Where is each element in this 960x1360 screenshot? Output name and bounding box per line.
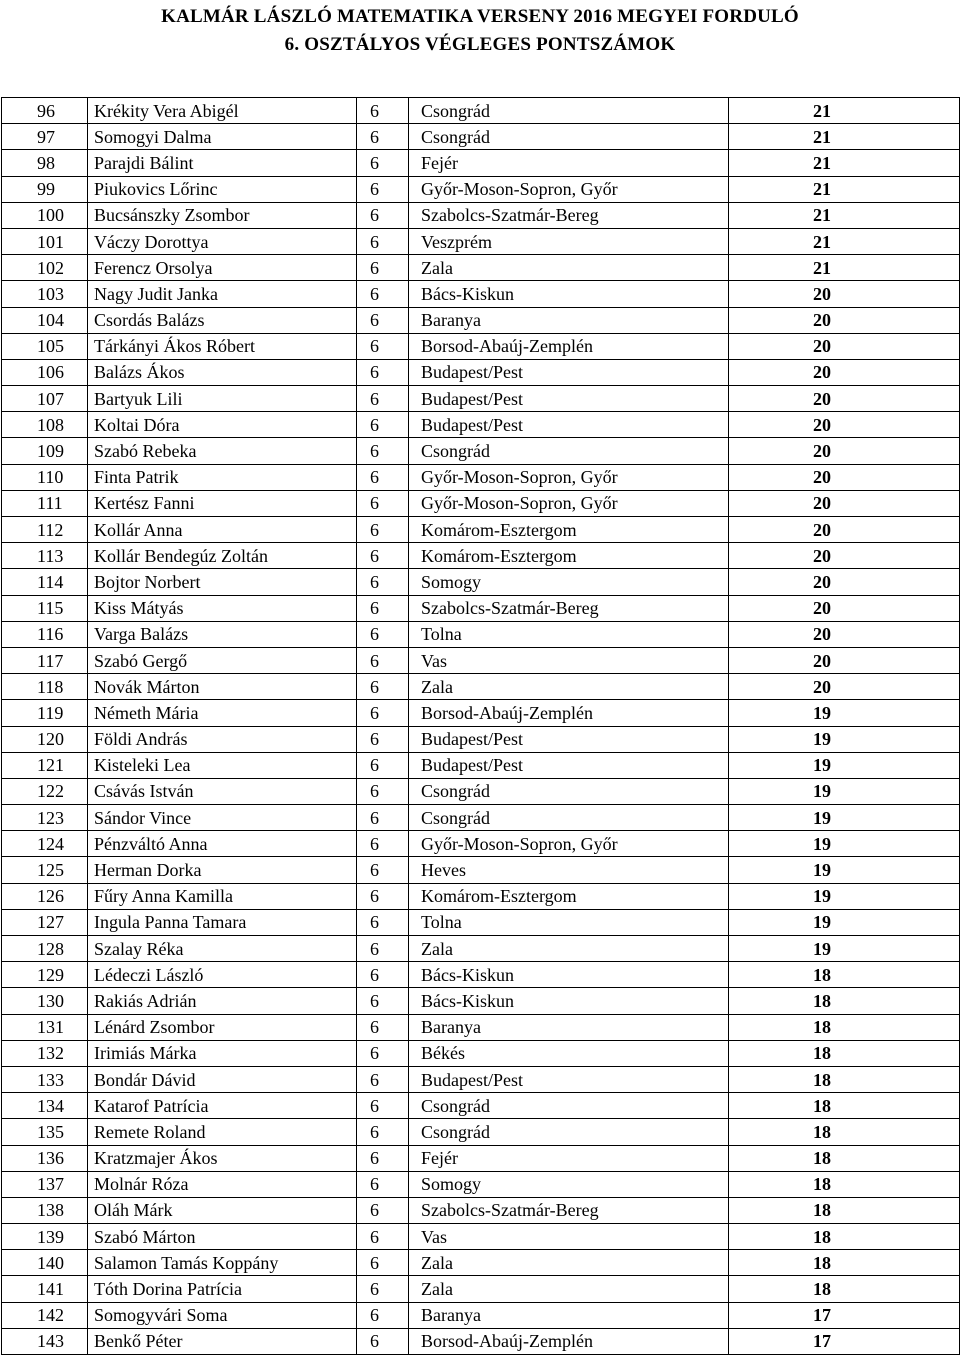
grade-cell: 6 <box>357 962 409 988</box>
rank-cell: 109 <box>2 438 88 464</box>
county-cell: Bács-Kiskun <box>409 962 729 988</box>
student-name-cell: Fűry Anna Kamilla <box>88 883 357 909</box>
score-cell: 21 <box>729 255 960 281</box>
table-row <box>2 1014 960 1040</box>
student-name-cell: Bondár Dávid <box>88 1066 357 1092</box>
grade-cell: 6 <box>357 1066 409 1092</box>
grade-cell: 6 <box>357 464 409 490</box>
grade-cell: 6 <box>357 569 409 595</box>
rank-cell: 124 <box>2 831 88 857</box>
rank-cell: 139 <box>2 1224 88 1250</box>
score-cell: 19 <box>729 857 960 883</box>
student-name-cell: Kollár Bendegúz Zoltán <box>88 543 357 569</box>
student-name-cell: Ingula Panna Tamara <box>88 909 357 935</box>
score-cell: 17 <box>729 1328 960 1354</box>
county-cell: Győr-Moson-Sopron, Győr <box>409 464 729 490</box>
grade-cell: 6 <box>357 543 409 569</box>
grade-cell: 6 <box>357 1040 409 1066</box>
table-row <box>2 228 960 254</box>
score-cell: 18 <box>729 1276 960 1302</box>
rank-cell: 136 <box>2 1145 88 1171</box>
county-cell: Szabolcs-Szatmár-Bereg <box>409 595 729 621</box>
grade-cell: 6 <box>357 831 409 857</box>
rank-cell: 118 <box>2 674 88 700</box>
score-cell: 18 <box>729 1093 960 1119</box>
student-name-cell: Csávás István <box>88 778 357 804</box>
score-cell: 19 <box>729 778 960 804</box>
student-name-cell: Kiss Mátyás <box>88 595 357 621</box>
student-name-cell: Nagy Judit Janka <box>88 281 357 307</box>
student-name-cell: Bucsánszky Zsombor <box>88 202 357 228</box>
score-cell: 20 <box>729 281 960 307</box>
table-row <box>2 1145 960 1171</box>
grade-cell: 6 <box>357 386 409 412</box>
rank-cell: 123 <box>2 805 88 831</box>
rank-cell: 134 <box>2 1093 88 1119</box>
county-cell: Csongrád <box>409 805 729 831</box>
rank-cell: 126 <box>2 883 88 909</box>
county-cell: Győr-Moson-Sopron, Győr <box>409 176 729 202</box>
student-name-cell: Csordás Balázs <box>88 307 357 333</box>
rank-cell: 117 <box>2 647 88 673</box>
grade-cell: 6 <box>357 202 409 228</box>
rank-cell: 107 <box>2 386 88 412</box>
county-cell: Heves <box>409 857 729 883</box>
grade-cell: 6 <box>357 307 409 333</box>
score-cell: 21 <box>729 98 960 124</box>
student-name-cell: Molnár Róza <box>88 1171 357 1197</box>
document-title: KALMÁR LÁSZLÓ MATEMATIKA VERSENY 2016 MEGYEI FORDULÓ <box>161 6 799 27</box>
rank-cell: 140 <box>2 1250 88 1276</box>
grade-cell: 6 <box>357 150 409 176</box>
table-row <box>2 805 960 831</box>
table-row <box>2 150 960 176</box>
student-name-cell: Rakiás Adrián <box>88 988 357 1014</box>
student-name-cell: Tárkányi Ákos Róbert <box>88 333 357 359</box>
county-cell: Vas <box>409 647 729 673</box>
rank-cell: 104 <box>2 307 88 333</box>
score-cell: 19 <box>729 805 960 831</box>
table-row <box>2 1119 960 1145</box>
grade-cell: 6 <box>357 412 409 438</box>
grade-cell: 6 <box>357 255 409 281</box>
score-cell: 20 <box>729 517 960 543</box>
grade-cell: 6 <box>357 1276 409 1302</box>
county-cell: Budapest/Pest <box>409 726 729 752</box>
student-name-cell: Somogyi Dalma <box>88 124 357 150</box>
rank-cell: 137 <box>2 1171 88 1197</box>
student-name-cell: Ferencz Orsolya <box>88 255 357 281</box>
rank-cell: 131 <box>2 1014 88 1040</box>
grade-cell: 6 <box>357 98 409 124</box>
score-cell: 18 <box>729 1119 960 1145</box>
score-cell: 19 <box>729 752 960 778</box>
table-row <box>2 517 960 543</box>
student-name-cell: Földi András <box>88 726 357 752</box>
student-name-cell: Finta Patrik <box>88 464 357 490</box>
table-row <box>2 700 960 726</box>
grade-cell: 6 <box>357 988 409 1014</box>
county-cell: Fejér <box>409 1145 729 1171</box>
score-cell: 20 <box>729 307 960 333</box>
county-cell: Budapest/Pest <box>409 386 729 412</box>
county-cell: Budapest/Pest <box>409 359 729 385</box>
student-name-cell: Kollár Anna <box>88 517 357 543</box>
score-cell: 21 <box>729 202 960 228</box>
rank-cell: 120 <box>2 726 88 752</box>
table-row <box>2 98 960 124</box>
county-cell: Bács-Kiskun <box>409 988 729 1014</box>
rank-cell: 110 <box>2 464 88 490</box>
county-cell: Borsod-Abaúj-Zemplén <box>409 333 729 359</box>
grade-cell: 6 <box>357 674 409 700</box>
county-cell: Csongrád <box>409 98 729 124</box>
rank-cell: 97 <box>2 124 88 150</box>
county-cell: Somogy <box>409 1171 729 1197</box>
county-cell: Győr-Moson-Sopron, Győr <box>409 490 729 516</box>
student-name-cell: Piukovics Lőrinc <box>88 176 357 202</box>
grade-cell: 6 <box>357 1250 409 1276</box>
table-row <box>2 988 960 1014</box>
rank-cell: 122 <box>2 778 88 804</box>
results-table <box>1 97 960 1355</box>
rank-cell: 143 <box>2 1328 88 1354</box>
student-name-cell: Varga Balázs <box>88 621 357 647</box>
student-name-cell: Krékity Vera Abigél <box>88 98 357 124</box>
rank-cell: 116 <box>2 621 88 647</box>
student-name-cell: Remete Roland <box>88 1119 357 1145</box>
student-name-cell: Sándor Vince <box>88 805 357 831</box>
grade-cell: 6 <box>357 333 409 359</box>
county-cell: Vas <box>409 1224 729 1250</box>
county-cell: Zala <box>409 1276 729 1302</box>
grade-cell: 6 <box>357 228 409 254</box>
county-cell: Csongrád <box>409 1119 729 1145</box>
score-cell: 20 <box>729 543 960 569</box>
document-header <box>0 0 960 59</box>
document-subtitle: 6. OSZTÁLYOS VÉGLEGES PONTSZÁMOK <box>284 34 676 55</box>
score-cell: 17 <box>729 1302 960 1328</box>
table-row <box>2 1276 960 1302</box>
rank-cell: 114 <box>2 569 88 595</box>
student-name-cell: Váczy Dorottya <box>88 228 357 254</box>
score-cell: 19 <box>729 883 960 909</box>
score-cell: 20 <box>729 333 960 359</box>
student-name-cell: Oláh Márk <box>88 1197 357 1223</box>
student-name-cell: Balázs Ákos <box>88 359 357 385</box>
table-row <box>2 386 960 412</box>
score-cell: 20 <box>729 490 960 516</box>
rank-cell: 132 <box>2 1040 88 1066</box>
score-cell: 18 <box>729 1250 960 1276</box>
county-cell: Békés <box>409 1040 729 1066</box>
table-row <box>2 176 960 202</box>
results-table-body <box>2 98 960 1355</box>
county-cell: Csongrád <box>409 124 729 150</box>
rank-cell: 128 <box>2 936 88 962</box>
student-name-cell: Koltai Dóra <box>88 412 357 438</box>
table-row <box>2 1328 960 1354</box>
score-cell: 18 <box>729 1145 960 1171</box>
rank-cell: 130 <box>2 988 88 1014</box>
table-row <box>2 831 960 857</box>
rank-cell: 138 <box>2 1197 88 1223</box>
county-cell: Fejér <box>409 150 729 176</box>
rank-cell: 102 <box>2 255 88 281</box>
grade-cell: 6 <box>357 281 409 307</box>
grade-cell: 6 <box>357 726 409 752</box>
county-cell: Somogy <box>409 569 729 595</box>
table-row <box>2 595 960 621</box>
score-cell: 21 <box>729 150 960 176</box>
table-row <box>2 202 960 228</box>
rank-cell: 99 <box>2 176 88 202</box>
student-name-cell: Lénárd Zsombor <box>88 1014 357 1040</box>
student-name-cell: Parajdi Bálint <box>88 150 357 176</box>
rank-cell: 125 <box>2 857 88 883</box>
table-row <box>2 464 960 490</box>
score-cell: 18 <box>729 1197 960 1223</box>
student-name-cell: Salamon Tamás Koppány <box>88 1250 357 1276</box>
student-name-cell: Szabó Márton <box>88 1224 357 1250</box>
grade-cell: 6 <box>357 490 409 516</box>
student-name-cell: Irimiás Márka <box>88 1040 357 1066</box>
rank-cell: 100 <box>2 202 88 228</box>
score-cell: 19 <box>729 831 960 857</box>
table-row <box>2 438 960 464</box>
county-cell: Komárom-Esztergom <box>409 883 729 909</box>
score-cell: 18 <box>729 988 960 1014</box>
score-cell: 20 <box>729 464 960 490</box>
student-name-cell: Tóth Dorina Patrícia <box>88 1276 357 1302</box>
student-name-cell: Bartyuk Lili <box>88 386 357 412</box>
county-cell: Komárom-Esztergom <box>409 543 729 569</box>
county-cell: Tolna <box>409 621 729 647</box>
student-name-cell: Herman Dorka <box>88 857 357 883</box>
county-cell: Baranya <box>409 1014 729 1040</box>
grade-cell: 6 <box>357 1145 409 1171</box>
grade-cell: 6 <box>357 1093 409 1119</box>
county-cell: Csongrád <box>409 1093 729 1119</box>
grade-cell: 6 <box>357 909 409 935</box>
score-cell: 19 <box>729 936 960 962</box>
grade-cell: 6 <box>357 1328 409 1354</box>
score-cell: 19 <box>729 726 960 752</box>
rank-cell: 106 <box>2 359 88 385</box>
rank-cell: 135 <box>2 1119 88 1145</box>
table-row <box>2 1066 960 1092</box>
rank-cell: 133 <box>2 1066 88 1092</box>
table-row <box>2 1040 960 1066</box>
table-row <box>2 726 960 752</box>
grade-cell: 6 <box>357 595 409 621</box>
student-name-cell: Bojtor Norbert <box>88 569 357 595</box>
rank-cell: 141 <box>2 1276 88 1302</box>
rank-cell: 121 <box>2 752 88 778</box>
table-row <box>2 883 960 909</box>
table-row <box>2 1093 960 1119</box>
rank-cell: 105 <box>2 333 88 359</box>
table-row <box>2 1302 960 1328</box>
table-row <box>2 621 960 647</box>
table-row <box>2 857 960 883</box>
score-cell: 20 <box>729 595 960 621</box>
student-name-cell: Somogyvári Soma <box>88 1302 357 1328</box>
table-row <box>2 1171 960 1197</box>
county-cell: Borsod-Abaúj-Zemplén <box>409 1328 729 1354</box>
grade-cell: 6 <box>357 805 409 831</box>
student-name-cell: Lédeczi László <box>88 962 357 988</box>
county-cell: Zala <box>409 255 729 281</box>
student-name-cell: Németh Mária <box>88 700 357 726</box>
county-cell: Szabolcs-Szatmár-Bereg <box>409 1197 729 1223</box>
table-row <box>2 333 960 359</box>
grade-cell: 6 <box>357 1197 409 1223</box>
table-row <box>2 412 960 438</box>
table-row <box>2 962 960 988</box>
grade-cell: 6 <box>357 857 409 883</box>
score-cell: 21 <box>729 228 960 254</box>
score-cell: 20 <box>729 621 960 647</box>
county-cell: Budapest/Pest <box>409 412 729 438</box>
score-cell: 18 <box>729 1040 960 1066</box>
table-row <box>2 1250 960 1276</box>
table-row <box>2 778 960 804</box>
grade-cell: 6 <box>357 1171 409 1197</box>
table-row <box>2 674 960 700</box>
score-cell: 19 <box>729 700 960 726</box>
score-cell: 19 <box>729 909 960 935</box>
table-row <box>2 1224 960 1250</box>
county-cell: Szabolcs-Szatmár-Bereg <box>409 202 729 228</box>
table-row <box>2 281 960 307</box>
county-cell: Baranya <box>409 307 729 333</box>
grade-cell: 6 <box>357 1302 409 1328</box>
score-cell: 20 <box>729 674 960 700</box>
score-cell: 18 <box>729 1171 960 1197</box>
rank-cell: 129 <box>2 962 88 988</box>
grade-cell: 6 <box>357 438 409 464</box>
rank-cell: 96 <box>2 98 88 124</box>
grade-cell: 6 <box>357 700 409 726</box>
table-row <box>2 124 960 150</box>
student-name-cell: Katarof Patrícia <box>88 1093 357 1119</box>
score-cell: 18 <box>729 1224 960 1250</box>
score-cell: 18 <box>729 1014 960 1040</box>
county-cell: Tolna <box>409 909 729 935</box>
score-cell: 18 <box>729 962 960 988</box>
score-cell: 20 <box>729 386 960 412</box>
grade-cell: 6 <box>357 1014 409 1040</box>
rank-cell: 101 <box>2 228 88 254</box>
student-name-cell: Szalay Réka <box>88 936 357 962</box>
table-row <box>2 1197 960 1223</box>
score-cell: 20 <box>729 569 960 595</box>
rank-cell: 112 <box>2 517 88 543</box>
grade-cell: 6 <box>357 883 409 909</box>
score-cell: 21 <box>729 176 960 202</box>
rank-cell: 111 <box>2 490 88 516</box>
score-cell: 20 <box>729 359 960 385</box>
score-cell: 20 <box>729 438 960 464</box>
table-row <box>2 936 960 962</box>
grade-cell: 6 <box>357 1224 409 1250</box>
table-row <box>2 909 960 935</box>
grade-cell: 6 <box>357 778 409 804</box>
county-cell: Budapest/Pest <box>409 1066 729 1092</box>
student-name-cell: Szabó Gergő <box>88 647 357 673</box>
grade-cell: 6 <box>357 647 409 673</box>
table-row <box>2 490 960 516</box>
score-cell: 18 <box>729 1066 960 1092</box>
county-cell: Budapest/Pest <box>409 752 729 778</box>
rank-cell: 115 <box>2 595 88 621</box>
grade-cell: 6 <box>357 517 409 543</box>
county-cell: Zala <box>409 674 729 700</box>
rank-cell: 113 <box>2 543 88 569</box>
score-cell: 20 <box>729 412 960 438</box>
county-cell: Veszprém <box>409 228 729 254</box>
grade-cell: 6 <box>357 621 409 647</box>
table-row <box>2 255 960 281</box>
grade-cell: 6 <box>357 752 409 778</box>
rank-cell: 142 <box>2 1302 88 1328</box>
score-cell: 21 <box>729 124 960 150</box>
table-row <box>2 543 960 569</box>
score-cell: 20 <box>729 647 960 673</box>
grade-cell: 6 <box>357 176 409 202</box>
county-cell: Komárom-Esztergom <box>409 517 729 543</box>
student-name-cell: Benkő Péter <box>88 1328 357 1354</box>
rank-cell: 108 <box>2 412 88 438</box>
student-name-cell: Kertész Fanni <box>88 490 357 516</box>
county-cell: Zala <box>409 936 729 962</box>
rank-cell: 127 <box>2 909 88 935</box>
county-cell: Csongrád <box>409 438 729 464</box>
county-cell: Győr-Moson-Sopron, Győr <box>409 831 729 857</box>
student-name-cell: Pénzváltó Anna <box>88 831 357 857</box>
grade-cell: 6 <box>357 124 409 150</box>
grade-cell: 6 <box>357 359 409 385</box>
grade-cell: 6 <box>357 936 409 962</box>
county-cell: Csongrád <box>409 778 729 804</box>
county-cell: Bács-Kiskun <box>409 281 729 307</box>
county-cell: Zala <box>409 1250 729 1276</box>
grade-cell: 6 <box>357 1119 409 1145</box>
rank-cell: 103 <box>2 281 88 307</box>
student-name-cell: Kratzmajer Ákos <box>88 1145 357 1171</box>
student-name-cell: Novák Márton <box>88 674 357 700</box>
rank-cell: 98 <box>2 150 88 176</box>
student-name-cell: Kisteleki Lea <box>88 752 357 778</box>
table-row <box>2 307 960 333</box>
student-name-cell: Szabó Rebeka <box>88 438 357 464</box>
table-row <box>2 359 960 385</box>
county-cell: Baranya <box>409 1302 729 1328</box>
county-cell: Borsod-Abaúj-Zemplén <box>409 700 729 726</box>
rank-cell: 119 <box>2 700 88 726</box>
table-row <box>2 752 960 778</box>
table-row <box>2 569 960 595</box>
table-row <box>2 647 960 673</box>
